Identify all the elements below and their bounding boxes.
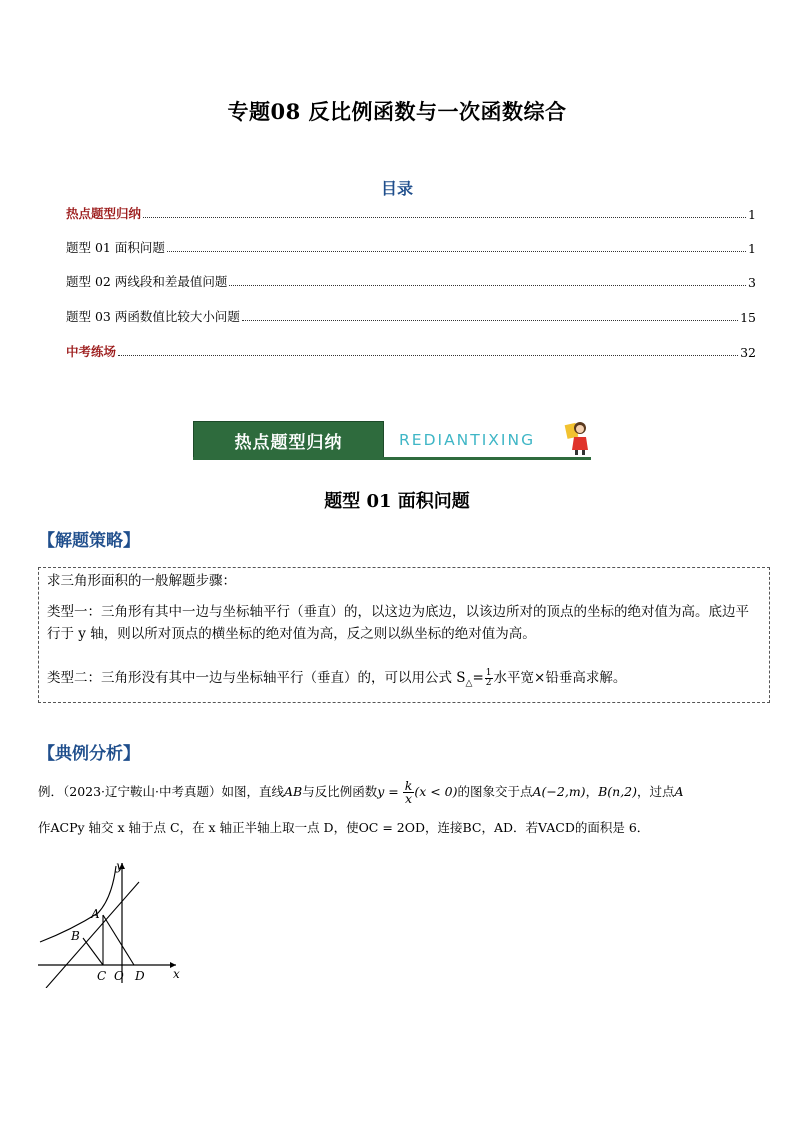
banner-underline xyxy=(193,457,591,460)
toc-leader-dots xyxy=(242,320,738,321)
section-title: 题型 01 面积问题 xyxy=(324,491,470,512)
label-d: D xyxy=(135,969,145,983)
example-text: 例．（2023·辽宁鞍山·中考真题）如图，直线 xyxy=(38,784,285,799)
math-point-b: B(n,2) xyxy=(598,784,637,799)
toc-entry[interactable] xyxy=(66,202,756,222)
banner-label-box xyxy=(193,421,384,459)
toc-entry-label: 中考练场 xyxy=(66,344,117,359)
fraction-denominator: x xyxy=(404,791,413,806)
strategy-box xyxy=(38,567,770,703)
toc-entry-label: 题型 03 两函数值比较大小问题 xyxy=(66,309,240,324)
toc-entry-page: 1 xyxy=(748,207,756,222)
segment-ad xyxy=(103,915,134,965)
strategy-type2 xyxy=(47,667,761,695)
toc-entry[interactable] xyxy=(66,236,756,256)
banner-label: 热点题型归纳 xyxy=(234,432,343,453)
toc-entry-label: 题型 02 两线段和差最值问题 xyxy=(66,274,228,289)
toc-entry-page: 15 xyxy=(740,310,756,325)
toc-entry[interactable] xyxy=(66,340,756,360)
type2-text-before: 类型二：三角形没有其中一边与坐标轴平行（垂直）的，可以用公式 S xyxy=(47,670,466,686)
toc-heading: 目录 xyxy=(380,179,413,198)
strategy-heading: 【解题策略】 xyxy=(38,531,140,551)
type2-subscript: △ xyxy=(465,678,473,689)
label-y: y xyxy=(116,859,123,873)
label-b: B xyxy=(71,929,80,943)
strategy-intro: 求三角形面积的一般解题步骤： xyxy=(47,573,236,589)
example-text: 与反比例函数 xyxy=(302,784,378,799)
math-point-a: A(−2,m) xyxy=(532,784,586,799)
label-c: C xyxy=(97,969,107,983)
type2-equals: = xyxy=(472,670,484,686)
toc-leader-dots xyxy=(229,285,746,286)
toc-entry[interactable] xyxy=(66,305,756,325)
fraction-denominator: 2 xyxy=(485,678,492,688)
fraction-numerator: 1 xyxy=(485,668,492,678)
math-equals: = xyxy=(384,784,403,799)
type2-fraction xyxy=(485,669,493,688)
toc-leader-dots xyxy=(118,355,738,356)
math-condition: (x < 0) xyxy=(414,784,458,799)
label-o: O xyxy=(114,969,124,983)
banner-brand: REDIANTIXING xyxy=(399,431,536,449)
girl-mascot-icon xyxy=(564,418,590,456)
example-text: ，过点 xyxy=(637,784,675,799)
toc-leader-dots xyxy=(143,217,746,218)
example-text: ， xyxy=(585,784,599,799)
example-text: 的图象交于点 xyxy=(457,784,533,799)
fraction-numerator: k xyxy=(404,778,413,793)
segment-bc xyxy=(83,938,103,965)
math-ab: AB xyxy=(284,784,303,799)
example-problem-line2: 作ACPy 轴交 x 轴于点 C，在 x 轴正半轴上取一点 D，使OC = 2OD，连接BC，AD．若VACD的面积是 6． xyxy=(38,820,650,835)
label-x: x xyxy=(173,967,180,981)
toc-entry-page: 32 xyxy=(740,345,756,360)
label-a: A xyxy=(91,907,100,921)
strategy-type1: 类型一：三角形有其中一边与坐标轴平行（垂直）的，以这边为底边，以该边所对的顶点的坐标的绝对值为高。底边平行于 y 轴，则以所对顶点的横坐标的绝对值为高，反之则以纵坐标的绝对值为高。 xyxy=(47,604,749,642)
example-heading: 【典例分析】 xyxy=(38,744,140,764)
toc-entry-label: 热点题型归纳 xyxy=(66,206,142,221)
document-title: 专题08 反比例函数与一次函数综合 xyxy=(227,99,567,124)
geometry-diagram xyxy=(36,858,186,988)
line-ab xyxy=(46,882,139,988)
math-a: A xyxy=(674,784,684,799)
math-y: y xyxy=(377,784,385,799)
toc-entry-page: 1 xyxy=(748,241,756,256)
toc-entry-page: 3 xyxy=(748,275,756,290)
type2-text-after: 水平宽×铅垂高求解。 xyxy=(493,670,627,686)
toc-entry-label: 题型 01 面积问题 xyxy=(66,240,165,255)
section-banner xyxy=(193,421,591,460)
toc-leader-dots xyxy=(167,251,746,252)
example-problem-line1 xyxy=(38,780,778,805)
math-fraction-k-over-x xyxy=(403,780,415,805)
toc-entry[interactable] xyxy=(66,270,756,290)
